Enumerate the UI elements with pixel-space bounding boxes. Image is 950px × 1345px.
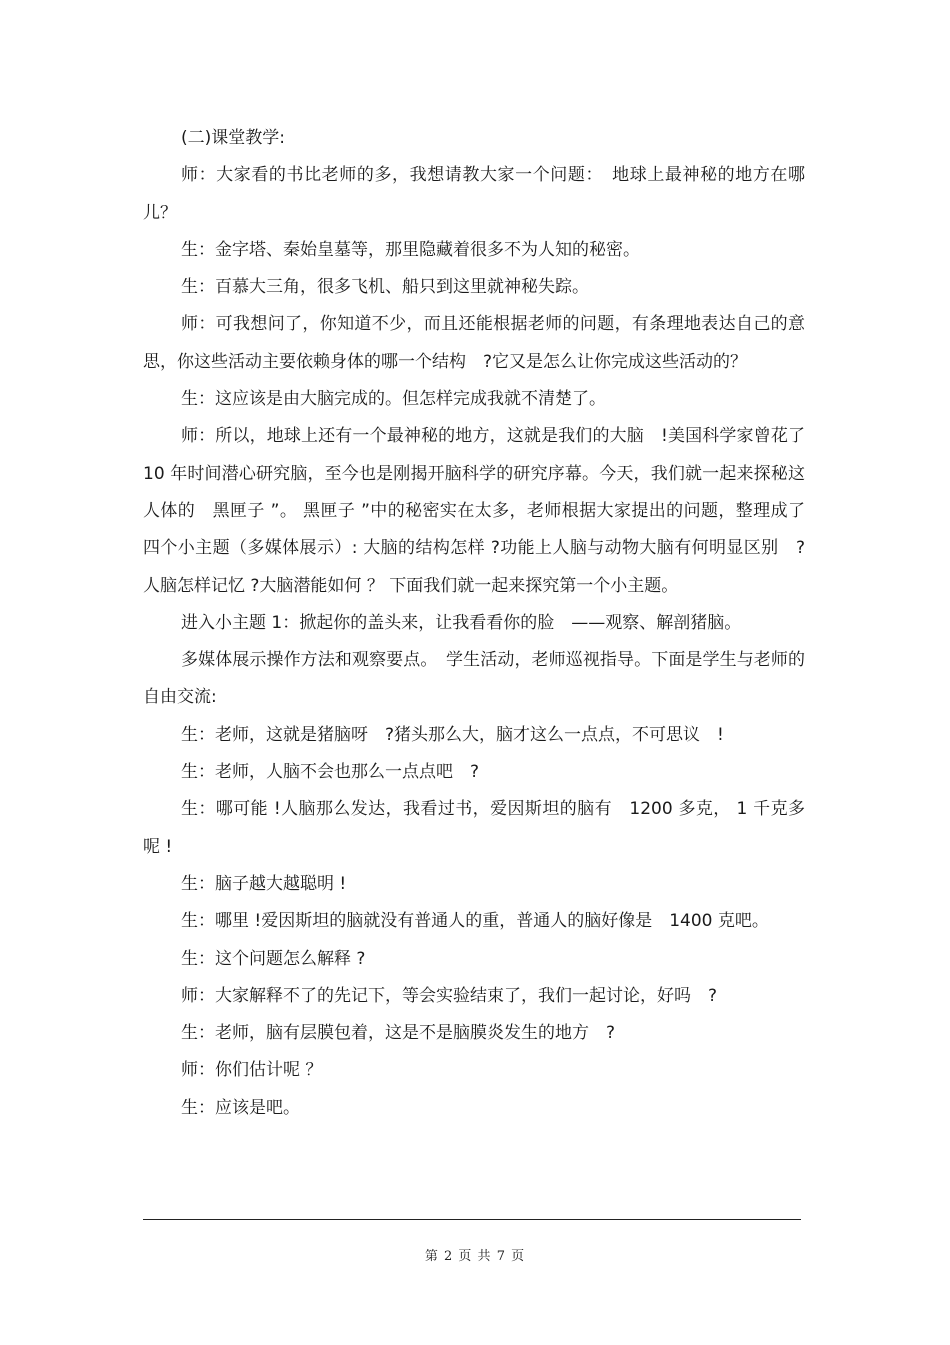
paragraph-16: 生：老师，脑有层膜包着，这是不是脑膜炎发生的地方 ?: [181, 1023, 616, 1044]
paragraph-3: 生：百慕大三角，很多飞机、船只到这里就神秘失踪。: [181, 277, 589, 298]
paragraph-6: 师：所以，地球上还有一个最神秘的地方，这就是我们的大脑 !美国科学家曾花了 10 年时间潜心研究脑，至今也是刚揭开脑科学的研究序幕。今天，我们就一起来探秘这人体的 黑匣子 ”。 黑匣子 ”中的秘密实在太多，老师根据大家提出的问题，整理成了四个小主题（多媒体展示）: 大脑的结构怎样 ?功能上人脑与动物大脑有何明显区别 ?人脑怎样记忆 ?大脑潜能如何 ？ 下面我们就一起来探究第一个小主题。: [143, 426, 805, 596]
paragraph-18: 生：应该是吧。: [181, 1097, 300, 1118]
paragraph-11: 生：哪可能 !人脑那么发达，我看过书，爱因斯坦的脑有 1200 多克， 1 千克多呢 !: [143, 799, 805, 857]
section-heading: (二)课堂教学:: [181, 128, 285, 148]
paragraph-5: 生：这应该是由大脑完成的。但怎样完成我就不清楚了。: [181, 389, 606, 410]
paragraph-4: 师：可我想问了，你知道不少，而且还能根据老师的问题，有条理地表达自己的意思，你这些活动主要依赖身体的哪一个结构 ?它又是怎么让你完成这些活动的？: [143, 314, 805, 372]
paragraph-13: 生：哪里 !爱因斯坦的脑就没有普通人的重，普通人的脑好像是 1400 克吧。: [181, 911, 769, 932]
paragraph-17: 师：你们估计呢 ？: [181, 1060, 323, 1081]
page-number: 第 2 页 共 7 页: [424, 1249, 526, 1264]
paragraph-9: 生：老师，这就是猪脑呀 ?猪头那么大，脑才这么一点点，不可思议 !: [181, 724, 724, 745]
footer-divider: [143, 1219, 801, 1220]
paragraph-10: 生：老师，人脑不会也那么一点点吧 ?: [181, 762, 480, 783]
paragraph-1: 师：大家看的书比老师的多，我想请教大家一个问题： 地球上最神秘的地方在哪儿？: [143, 165, 805, 223]
paragraph-2: 生：金字塔、秦始皇墓等，那里隐藏着很多不为人知的秘密。: [181, 239, 640, 260]
paragraph-14: 生：这个问题怎么解释 ?: [181, 948, 366, 969]
paragraph-15: 师：大家解释不了的先记下，等会实验结束了，我们一起讨论，好吗 ?: [181, 985, 718, 1006]
paragraph-8: 多媒体展示操作方法和观察要点。 学生活动，老师巡视指导。下面是学生与老师的自由交流:: [143, 650, 805, 708]
paragraph-7: 进入小主题 1：掀起你的盖头来，让我看看你的脸 ——观察、解剖猪脑。: [181, 612, 742, 633]
document-body: [143, 120, 805, 1127]
paragraph-12: 生：脑子越大越聪明 !: [181, 873, 347, 894]
